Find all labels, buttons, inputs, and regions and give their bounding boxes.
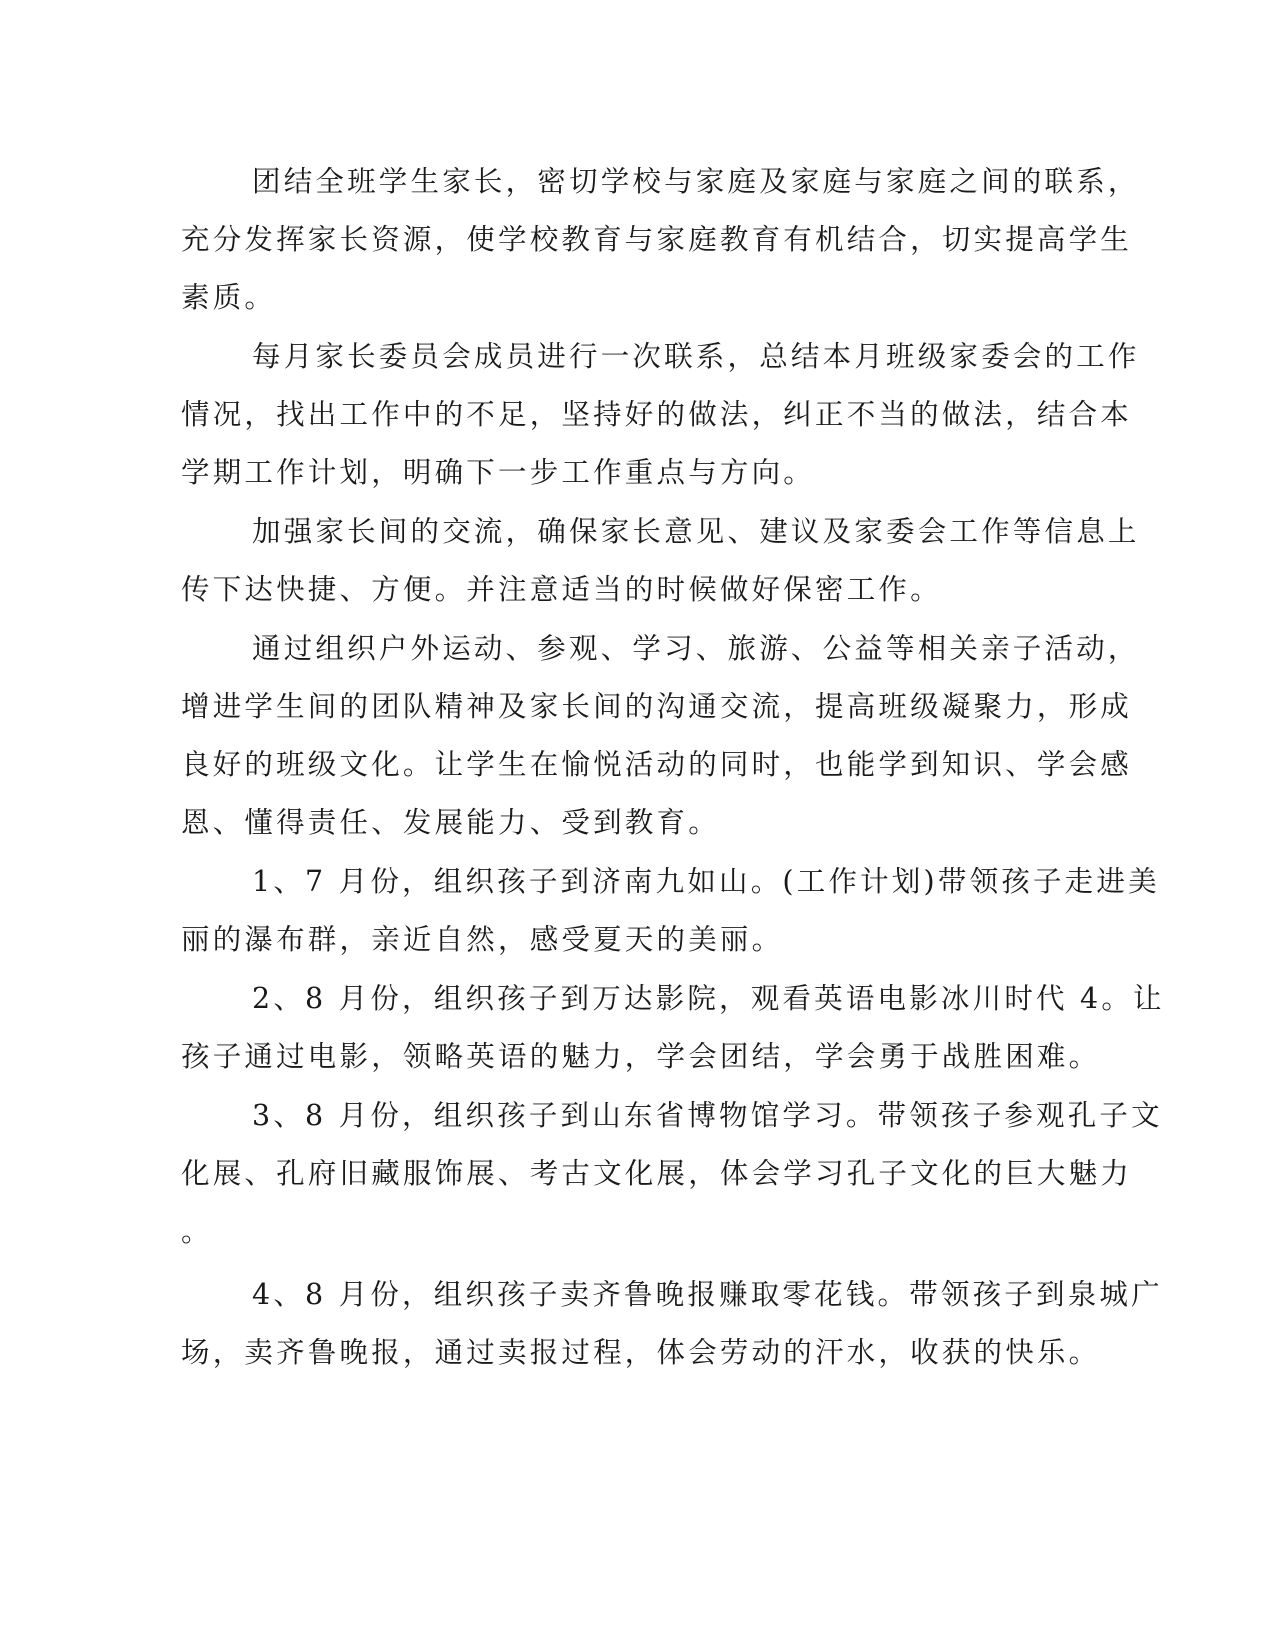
- paragraph-4-line-3: 良好的班级文化。让学生在愉悦活动的同时，也能学到知识、学会感: [181, 748, 1133, 781]
- item-3-line-1: 3、8 月份，组织孩子到山东省博物馆学习。带领孩子参观孔子文: [252, 1099, 1163, 1132]
- paragraph-1-line-3: 素质。: [181, 281, 277, 314]
- paragraph-4-line-4: 恩、懂得责任、发展能力、受到教育。: [181, 806, 720, 839]
- item-3-line-3: 。: [181, 1215, 213, 1248]
- paragraph-1-line-1: 团结全班学生家长，密切学校与家庭及家庭与家庭之间的联系，: [252, 165, 1140, 198]
- paragraph-2-line-2: 情况，找出工作中的不足，坚持好的做法，纠正不当的做法，结合本: [181, 398, 1133, 431]
- paragraph-4-line-1: 通过组织户外运动、参观、学习、旅游、公益等相关亲子活动，: [252, 632, 1140, 665]
- item-3-line-2: 化展、孔府旧藏服饰展、考古文化展，体会学习孔子文化的巨大魅力: [181, 1157, 1133, 1190]
- item-2-line-2: 孩子通过电影，领略英语的魅力，学会团结，学会勇于战胜困难。: [181, 1040, 1101, 1073]
- paragraph-2-line-1: 每月家长委员会成员进行一次联系，总结本月班级家委会的工作: [252, 340, 1140, 373]
- item-4-line-1: 4、8 月份，组织孩子卖齐鲁晚报赚取零花钱。带领孩子到泉城广: [252, 1278, 1163, 1311]
- item-1-line-1: 1、7 月份，组织孩子到济南九如山。(工作计划)带领孩子走进美: [252, 865, 1160, 898]
- paragraph-3-line-2: 传下达快捷、方便。并注意适当的时候做好保密工作。: [181, 573, 942, 606]
- item-4-line-2: 场，卖齐鲁晚报，通过卖报过程，体会劳动的汗水，收获的快乐。: [181, 1336, 1101, 1369]
- paragraph-3-line-1: 加强家长间的交流，确保家长意见、建议及家委会工作等信息上: [252, 515, 1140, 548]
- paragraph-1-line-2: 充分发挥家长资源，使学校教育与家庭教育有机结合，切实提高学生: [181, 223, 1133, 256]
- item-2-line-1: 2、8 月份，组织孩子到万达影院，观看英语电影冰川时代 4。让: [252, 982, 1165, 1015]
- paragraph-2-line-3: 学期工作计划，明确下一步工作重点与方向。: [181, 456, 816, 489]
- item-1-line-2: 丽的瀑布群，亲近自然，感受夏天的美丽。: [181, 923, 784, 956]
- paragraph-4-line-2: 增进学生间的团队精神及家长间的沟通交流，提高班级凝聚力，形成: [181, 690, 1133, 723]
